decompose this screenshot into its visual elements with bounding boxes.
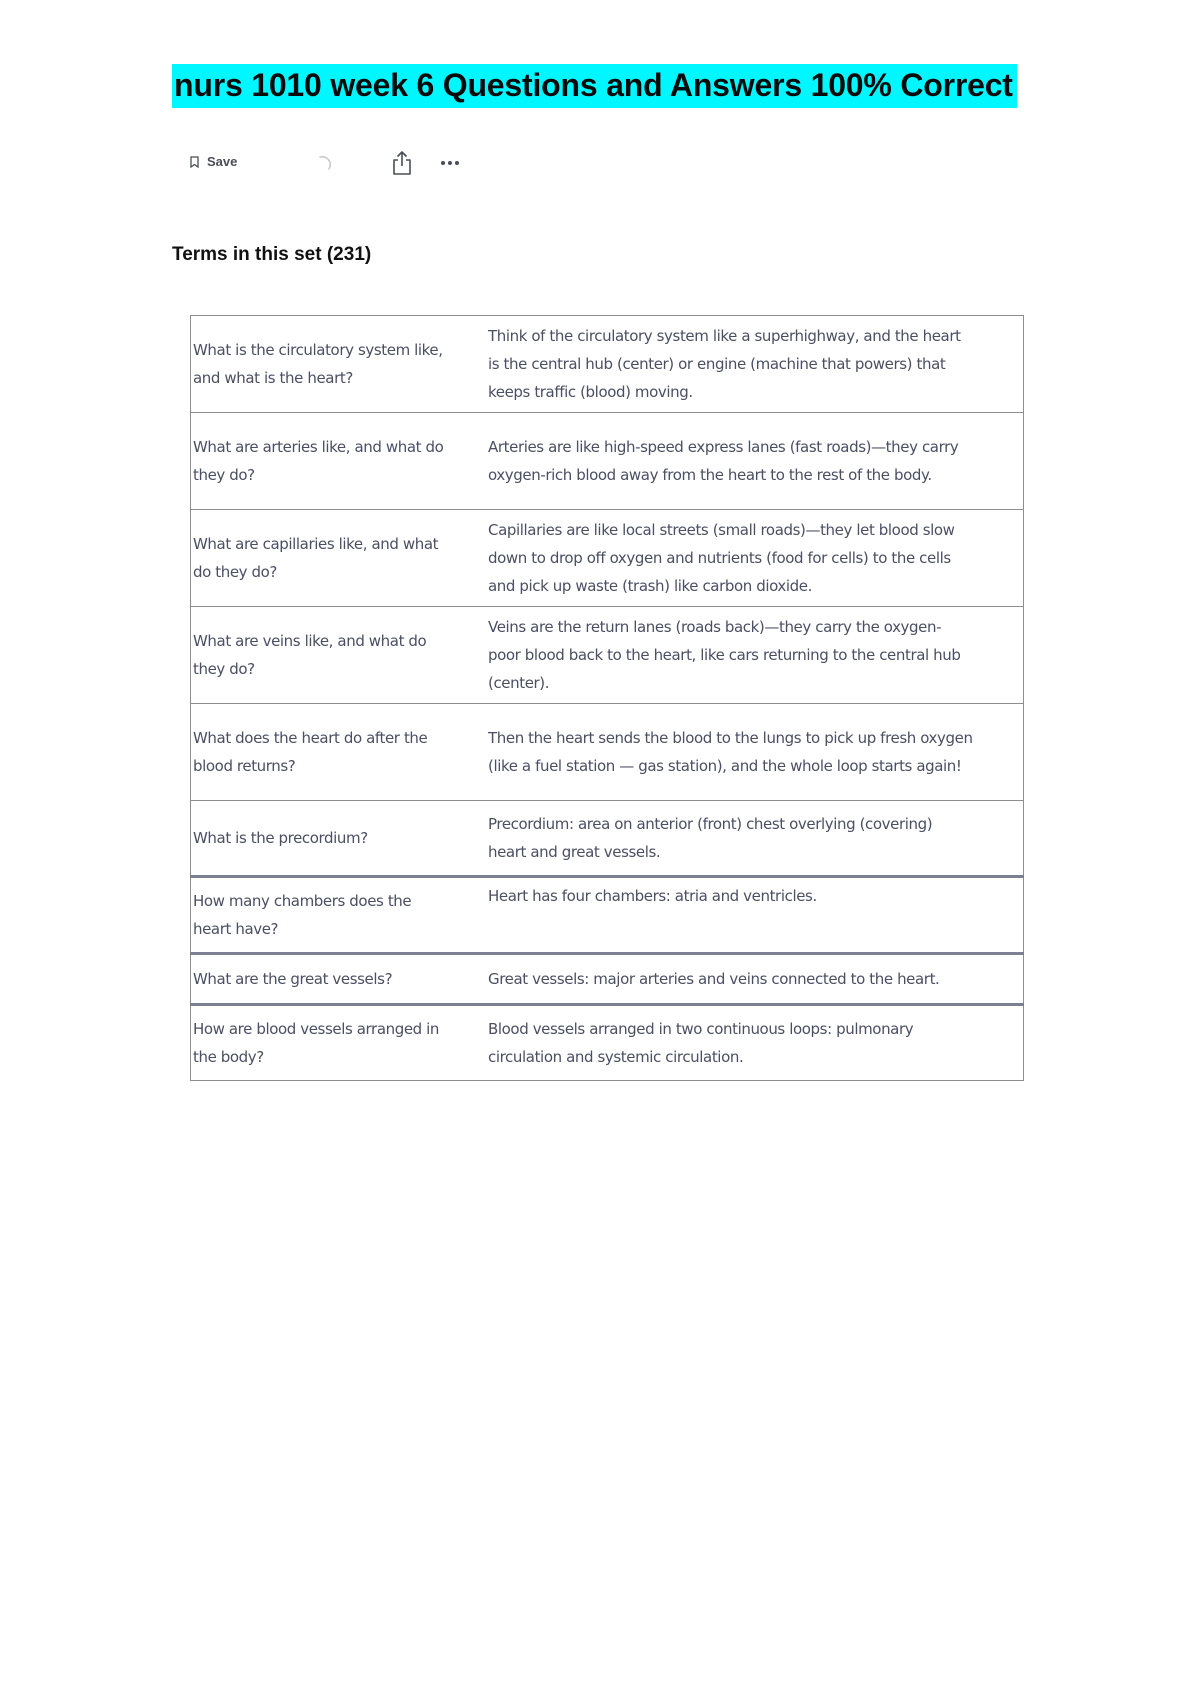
toolbar (190, 150, 490, 180)
spinner-icon (312, 154, 334, 176)
definition-cell: Arteries are like high-speed express lanes (fast roads)—they carry oxygen-rich blood away from the heart to the rest of the body. (456, 413, 1024, 510)
definition-cell: Blood vessels arranged in two continuous loops: pulmonary circulation and systemic circulation. (456, 1005, 1024, 1081)
table-row (191, 801, 1024, 877)
bookmark-icon (190, 156, 199, 168)
table-row (191, 316, 1024, 413)
terms-table (190, 315, 1024, 1081)
terms-count-heading: Terms in this set (231) (172, 244, 372, 265)
more-icon[interactable] (438, 154, 462, 172)
term-cell: What does the heart do after the blood returns? (191, 704, 457, 801)
share-icon[interactable] (390, 150, 414, 176)
table-row (191, 413, 1024, 510)
definition-cell: Precordium: area on anterior (front) chest overlying (covering) heart and great vessels. (456, 801, 1024, 877)
term-cell: What are arteries like, and what do they do? (191, 413, 457, 510)
save-button[interactable] (190, 154, 237, 169)
term-cell: How are blood vessels arranged in the body? (191, 1005, 457, 1081)
definition-cell: Then the heart sends the blood to the lungs to pick up fresh oxygen (like a fuel station — gas station), and the whole loop starts again! (456, 704, 1024, 801)
document-title: nurs 1010 week 6 Questions and Answers 100% Correct (172, 64, 1017, 108)
term-cell: What are capillaries like, and what do they do? (191, 510, 457, 607)
table-row (191, 607, 1024, 704)
term-cell: How many chambers does the heart have? (191, 877, 457, 954)
table-row (191, 877, 1024, 954)
save-label: Save (207, 154, 238, 169)
definition-cell: Capillaries are like local streets (small roads)—they let blood slow down to drop off oxygen and nutrients (food for cells) to the cells and pick up waste (trash) like carbon dioxide. (456, 510, 1024, 607)
table-row (191, 704, 1024, 801)
term-cell: What are veins like, and what do they do? (191, 607, 457, 704)
table-row (191, 954, 1024, 1005)
table-row (191, 510, 1024, 607)
definition-cell: Great vessels: major arteries and veins connected to the heart. (456, 954, 1024, 1005)
term-cell: What is the circulatory system like, and what is the heart? (193, 341, 443, 387)
term-cell: What are the great vessels? (191, 954, 457, 1005)
table-row (191, 1005, 1024, 1081)
definition-cell: Think of the circulatory system like a superhighway, and the heart is the central hub (center) or engine (machine that powers) that keeps traffic (blood) moving. (488, 327, 961, 401)
definition-cell: Veins are the return lanes (roads back)—they carry the oxygen-poor blood back to the heart, like cars returning to the central hub (center). (456, 607, 1024, 704)
definition-cell: Heart has four chambers: atria and ventricles. (456, 877, 1024, 954)
term-cell: What is the precordium? (191, 801, 457, 877)
